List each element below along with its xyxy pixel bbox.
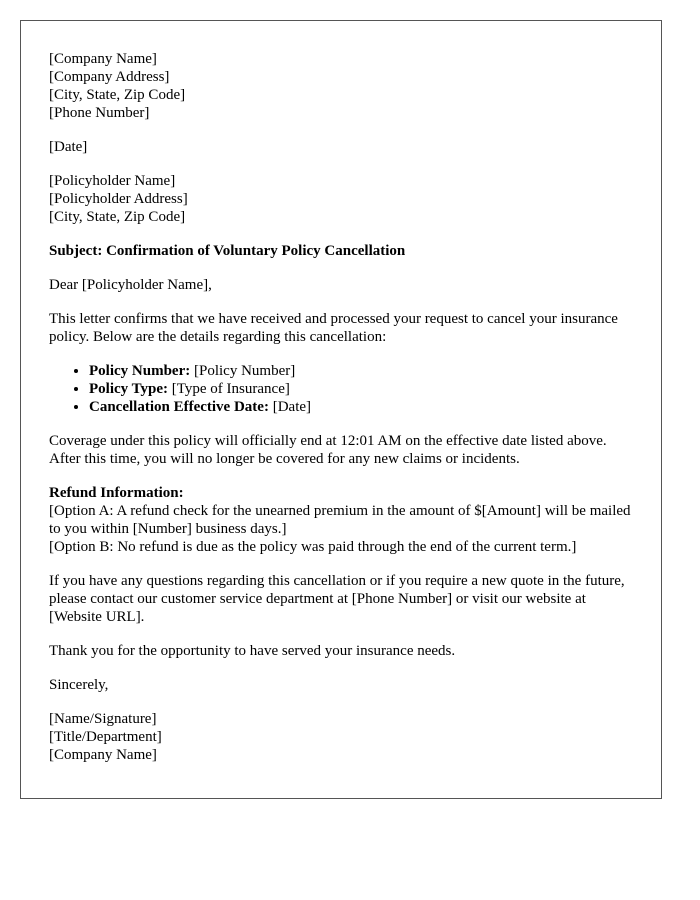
signature-title: [Title/Department] <box>49 729 162 745</box>
signature-block <box>49 710 633 764</box>
greeting: Dear [Policyholder Name], <box>49 277 212 293</box>
letter-date <box>49 138 633 156</box>
policy-details-list <box>49 362 633 416</box>
recipient-name: [Policyholder Name] <box>49 173 176 189</box>
detail-label: Policy Number: <box>89 363 191 379</box>
recipient-city-state-zip: [City, State, Zip Code] <box>49 209 186 225</box>
intro-paragraph: This letter confirms that we have received and processed your request to cancel your insurance policy. Below are the details regarding this cancellation: <box>49 311 618 345</box>
sender-phone: [Phone Number] <box>49 105 150 121</box>
coverage-paragraph: Coverage under this policy will officially end at 12:01 AM on the effective date listed above. After this time, you will no longer be covered for any new claims or incidents. <box>49 433 607 467</box>
sender-city-state-zip: [City, State, Zip Code] <box>49 87 186 103</box>
detail-label: Policy Type: <box>89 381 169 397</box>
sender-company-name: [Company Name] <box>49 51 157 67</box>
questions-paragraph: If you have any questions regarding this cancellation or if you require a new quote in the future, please contact our customer service department at [Phone Number] or visit our website at [Website URL]. <box>49 573 625 625</box>
refund-option-b: [Option B: No refund is due as the policy was paid through the end of the current term.] <box>49 539 577 555</box>
detail-label: Cancellation Effective Date: <box>89 399 269 415</box>
detail-value: [Date] <box>268 399 312 415</box>
letter-page <box>20 20 662 799</box>
sender-address-block <box>49 50 633 122</box>
closing: Sincerely, <box>49 677 109 693</box>
date-text: [Date] <box>49 139 88 155</box>
signature-name: [Name/Signature] <box>49 711 157 727</box>
subject-line: Subject: Confirmation of Voluntary Policy Cancellation <box>49 243 406 259</box>
refund-title: Refund Information: <box>49 485 184 501</box>
recipient-address: [Policyholder Address] <box>49 191 188 207</box>
recipient-address-block <box>49 172 633 226</box>
signature-company: [Company Name] <box>49 747 157 763</box>
refund-option-a: [Option A: A refund check for the unearned premium in the amount of $[Amount] will be mailed to you within [Number] business days.] <box>49 503 631 537</box>
refund-section <box>49 484 633 556</box>
detail-value: [Policy Number] <box>190 363 296 379</box>
sender-company-address: [Company Address] <box>49 69 170 85</box>
thanks-paragraph: Thank you for the opportunity to have served your insurance needs. <box>49 643 456 659</box>
list-item <box>89 380 633 398</box>
detail-value: [Type of Insurance] <box>168 381 290 397</box>
list-item <box>89 362 633 380</box>
list-item <box>89 398 633 416</box>
